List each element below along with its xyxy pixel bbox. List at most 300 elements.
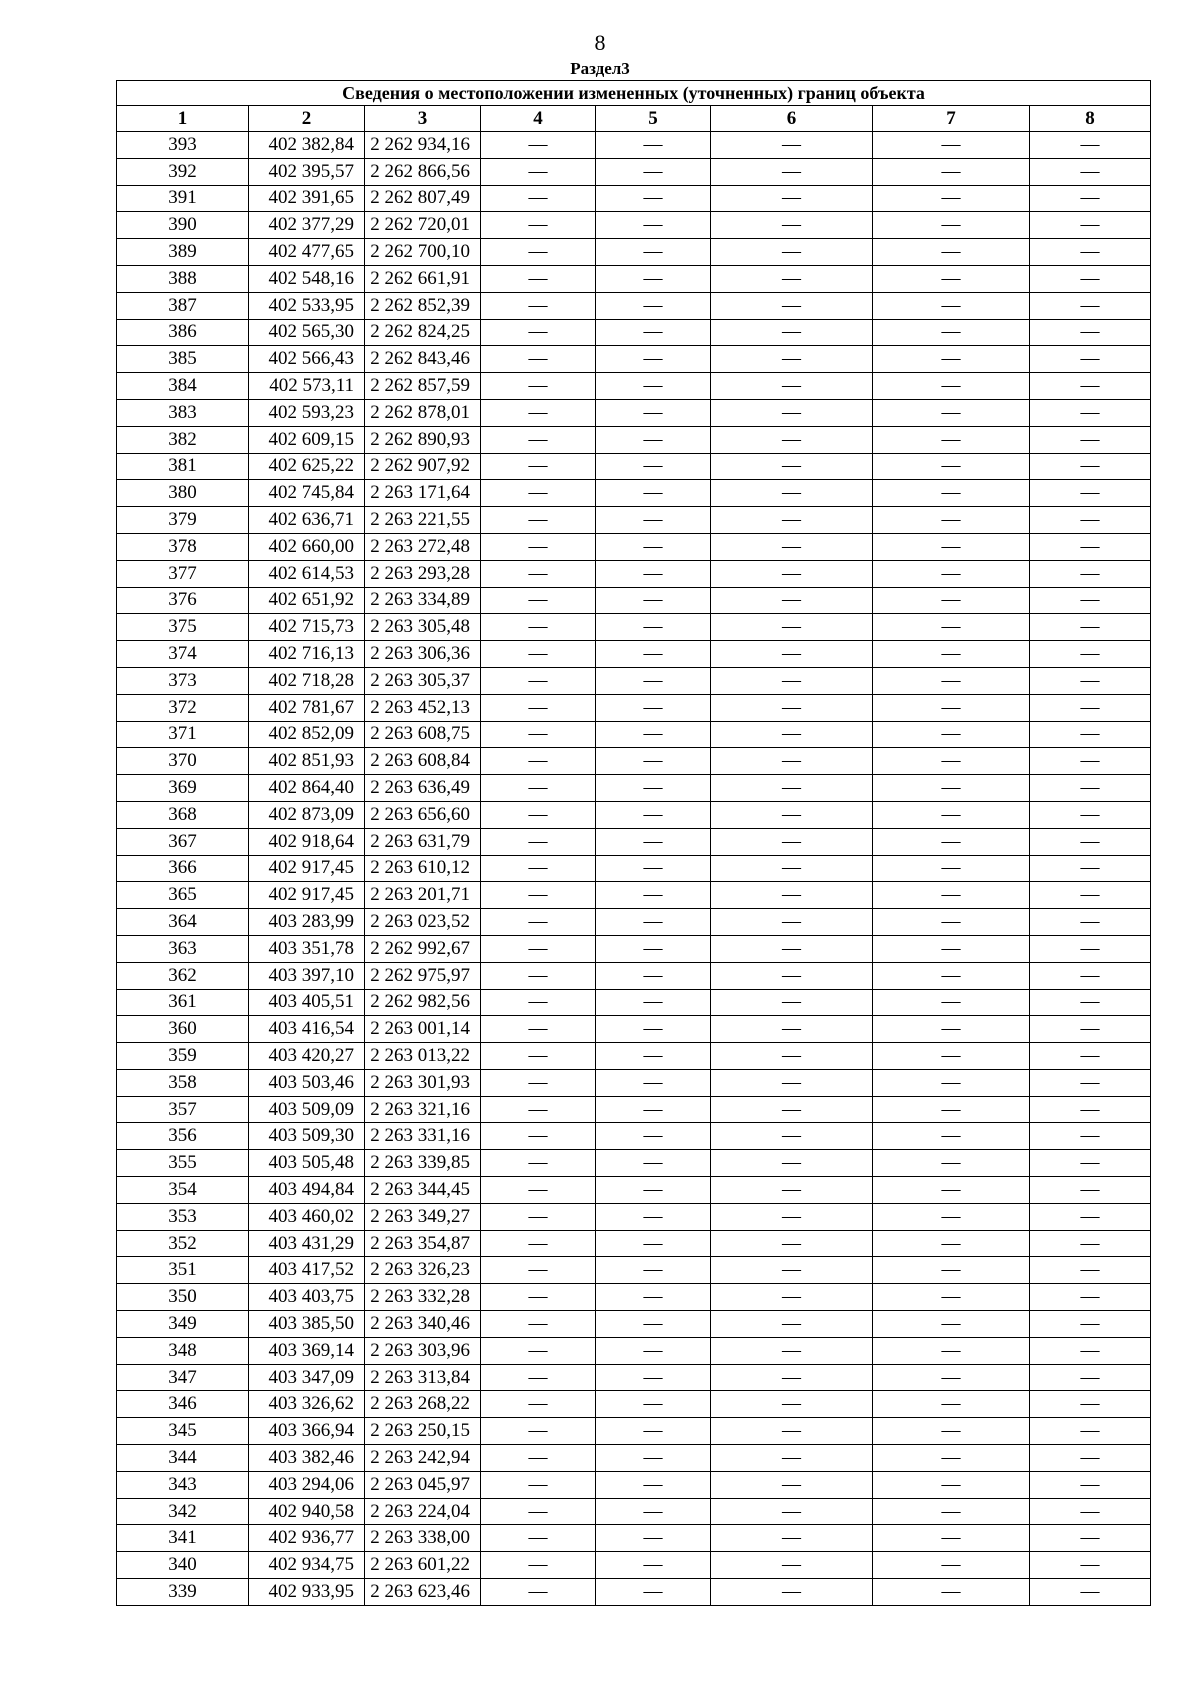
empty-cell: — [596, 775, 711, 802]
x-coordinate-cell: 402 377,29 [249, 212, 365, 239]
empty-cell: — [596, 694, 711, 721]
x-coordinate-cell: 403 403,75 [249, 1284, 365, 1311]
y-coordinate-cell: 2 263 354,87 [365, 1230, 481, 1257]
empty-cell: — [711, 667, 873, 694]
empty-cell: — [481, 1203, 596, 1230]
empty-cell: — [596, 989, 711, 1016]
table-row [117, 507, 1151, 534]
point-number-cell: 389 [117, 239, 249, 266]
point-number-cell: 363 [117, 935, 249, 962]
empty-cell: — [711, 801, 873, 828]
empty-cell: — [596, 855, 711, 882]
y-coordinate-cell: 2 262 700,10 [365, 239, 481, 266]
x-coordinate-cell: 403 294,06 [249, 1471, 365, 1498]
empty-cell: — [596, 265, 711, 292]
empty-cell: — [873, 1150, 1030, 1177]
empty-cell: — [1030, 1498, 1151, 1525]
empty-cell: — [596, 1337, 711, 1364]
table-row [117, 1043, 1151, 1070]
point-number-cell: 366 [117, 855, 249, 882]
table-row [117, 855, 1151, 882]
empty-cell: — [873, 158, 1030, 185]
empty-cell: — [873, 1498, 1030, 1525]
empty-cell: — [873, 1552, 1030, 1579]
empty-cell: — [711, 909, 873, 936]
y-coordinate-cell: 2 263 201,71 [365, 882, 481, 909]
table-row [117, 1311, 1151, 1338]
empty-cell: — [596, 1177, 711, 1204]
point-number-cell: 351 [117, 1257, 249, 1284]
page-number: 8 [594, 30, 606, 55]
x-coordinate-cell: 403 431,29 [249, 1230, 365, 1257]
empty-cell: — [596, 1364, 711, 1391]
point-number-cell: 361 [117, 989, 249, 1016]
x-coordinate-cell: 402 852,09 [249, 721, 365, 748]
x-coordinate-cell: 403 369,14 [249, 1337, 365, 1364]
empty-cell: — [481, 1311, 596, 1338]
empty-cell: — [873, 399, 1030, 426]
x-coordinate-cell: 403 351,78 [249, 935, 365, 962]
table-row [117, 533, 1151, 560]
empty-cell: — [711, 507, 873, 534]
x-coordinate-cell: 402 917,45 [249, 855, 365, 882]
y-coordinate-cell: 2 263 045,97 [365, 1471, 481, 1498]
x-coordinate-cell: 403 283,99 [249, 909, 365, 936]
empty-cell: — [873, 1043, 1030, 1070]
x-coordinate-cell: 403 460,02 [249, 1203, 365, 1230]
empty-cell: — [481, 1391, 596, 1418]
y-coordinate-cell: 2 263 313,84 [365, 1364, 481, 1391]
empty-cell: — [596, 1203, 711, 1230]
empty-cell: — [596, 828, 711, 855]
empty-cell: — [596, 1391, 711, 1418]
column-number: 7 [873, 106, 1030, 132]
empty-cell: — [481, 346, 596, 373]
x-coordinate-cell: 402 636,71 [249, 507, 365, 534]
point-number-cell: 358 [117, 1069, 249, 1096]
table-row [117, 1552, 1151, 1579]
empty-cell: — [481, 185, 596, 212]
empty-cell: — [1030, 319, 1151, 346]
empty-cell: — [596, 1257, 711, 1284]
point-number-cell: 356 [117, 1123, 249, 1150]
empty-cell: — [873, 533, 1030, 560]
point-number-cell: 342 [117, 1498, 249, 1525]
column-number: 6 [711, 106, 873, 132]
empty-cell: — [711, 319, 873, 346]
empty-cell: — [873, 587, 1030, 614]
x-coordinate-cell: 402 391,65 [249, 185, 365, 212]
table-row [117, 1150, 1151, 1177]
empty-cell: — [711, 1579, 873, 1606]
x-coordinate-cell: 402 395,57 [249, 158, 365, 185]
empty-cell: — [711, 346, 873, 373]
empty-cell: — [711, 721, 873, 748]
table-caption: Сведения о местоположении измененных (уточненных) границ объекта [117, 81, 1151, 106]
empty-cell: — [711, 935, 873, 962]
table-row [117, 1096, 1151, 1123]
empty-cell: — [1030, 1230, 1151, 1257]
empty-cell: — [481, 1284, 596, 1311]
x-coordinate-cell: 402 781,67 [249, 694, 365, 721]
point-number-cell: 349 [117, 1311, 249, 1338]
empty-cell: — [481, 587, 596, 614]
empty-cell: — [873, 801, 1030, 828]
empty-cell: — [711, 1284, 873, 1311]
empty-cell: — [481, 909, 596, 936]
y-coordinate-cell: 2 263 306,36 [365, 641, 481, 668]
empty-cell: — [596, 480, 711, 507]
y-coordinate-cell: 2 263 268,22 [365, 1391, 481, 1418]
empty-cell: — [711, 748, 873, 775]
empty-cell: — [1030, 962, 1151, 989]
point-number-cell: 345 [117, 1418, 249, 1445]
empty-cell: — [711, 882, 873, 909]
x-coordinate-cell: 403 420,27 [249, 1043, 365, 1070]
point-number-cell: 380 [117, 480, 249, 507]
empty-cell: — [711, 1337, 873, 1364]
empty-cell: — [873, 1257, 1030, 1284]
empty-cell: — [1030, 909, 1151, 936]
empty-cell: — [596, 1043, 711, 1070]
empty-cell: — [596, 399, 711, 426]
table-row [117, 453, 1151, 480]
empty-cell: — [481, 801, 596, 828]
y-coordinate-cell: 2 263 293,28 [365, 560, 481, 587]
x-coordinate-cell: 402 477,65 [249, 239, 365, 266]
empty-cell: — [873, 1364, 1030, 1391]
empty-cell: — [711, 212, 873, 239]
empty-cell: — [711, 1123, 873, 1150]
empty-cell: — [711, 239, 873, 266]
empty-cell: — [596, 1123, 711, 1150]
y-coordinate-cell: 2 262 852,39 [365, 292, 481, 319]
point-number-cell: 348 [117, 1337, 249, 1364]
empty-cell: — [711, 641, 873, 668]
point-number-cell: 375 [117, 614, 249, 641]
y-coordinate-cell: 2 263 340,46 [365, 1311, 481, 1338]
section-title: Раздел3 [570, 59, 630, 78]
empty-cell: — [481, 614, 596, 641]
empty-cell: — [873, 935, 1030, 962]
empty-cell: — [596, 614, 711, 641]
x-coordinate-cell: 402 864,40 [249, 775, 365, 802]
empty-cell: — [481, 1150, 596, 1177]
table-row [117, 265, 1151, 292]
x-coordinate-cell: 403 397,10 [249, 962, 365, 989]
y-coordinate-cell: 2 262 890,93 [365, 426, 481, 453]
table-row [117, 1230, 1151, 1257]
empty-cell: — [481, 319, 596, 346]
empty-cell: — [596, 132, 711, 159]
y-coordinate-cell: 2 262 992,67 [365, 935, 481, 962]
table-row [117, 158, 1151, 185]
empty-cell: — [1030, 453, 1151, 480]
empty-cell: — [596, 882, 711, 909]
empty-cell: — [1030, 694, 1151, 721]
point-number-cell: 376 [117, 587, 249, 614]
point-number-cell: 370 [117, 748, 249, 775]
empty-cell: — [481, 1096, 596, 1123]
point-number-cell: 372 [117, 694, 249, 721]
empty-cell: — [711, 1391, 873, 1418]
empty-cell: — [1030, 1203, 1151, 1230]
empty-cell: — [481, 694, 596, 721]
x-coordinate-cell: 402 917,45 [249, 882, 365, 909]
empty-cell: — [711, 855, 873, 882]
empty-cell: — [596, 346, 711, 373]
x-coordinate-cell: 402 936,77 [249, 1525, 365, 1552]
empty-cell: — [873, 1096, 1030, 1123]
empty-cell: — [1030, 721, 1151, 748]
y-coordinate-cell: 2 263 338,00 [365, 1525, 481, 1552]
table-row [117, 882, 1151, 909]
empty-cell: — [596, 1471, 711, 1498]
empty-cell: — [873, 882, 1030, 909]
point-number-cell: 374 [117, 641, 249, 668]
empty-cell: — [873, 775, 1030, 802]
table-row [117, 1203, 1151, 1230]
table-row [117, 828, 1151, 855]
empty-cell: — [1030, 1284, 1151, 1311]
x-coordinate-cell: 402 933,95 [249, 1579, 365, 1606]
empty-cell: — [873, 239, 1030, 266]
empty-cell: — [481, 212, 596, 239]
empty-cell: — [596, 935, 711, 962]
empty-cell: — [481, 560, 596, 587]
x-coordinate-cell: 402 614,53 [249, 560, 365, 587]
point-number-cell: 365 [117, 882, 249, 909]
empty-cell: — [873, 1203, 1030, 1230]
table-row [117, 748, 1151, 775]
empty-cell: — [873, 426, 1030, 453]
empty-cell: — [711, 1498, 873, 1525]
point-number-cell: 381 [117, 453, 249, 480]
empty-cell: — [711, 828, 873, 855]
empty-cell: — [873, 1177, 1030, 1204]
empty-cell: — [873, 1123, 1030, 1150]
x-coordinate-cell: 402 609,15 [249, 426, 365, 453]
empty-cell: — [1030, 1418, 1151, 1445]
point-number-cell: 367 [117, 828, 249, 855]
point-number-cell: 364 [117, 909, 249, 936]
empty-cell: — [1030, 533, 1151, 560]
empty-cell: — [481, 1364, 596, 1391]
table-row [117, 560, 1151, 587]
y-coordinate-cell: 2 263 608,75 [365, 721, 481, 748]
empty-cell: — [873, 909, 1030, 936]
empty-cell: — [596, 158, 711, 185]
empty-cell: — [873, 721, 1030, 748]
point-number-cell: 379 [117, 507, 249, 534]
x-coordinate-cell: 402 715,73 [249, 614, 365, 641]
x-coordinate-cell: 402 565,30 [249, 319, 365, 346]
table-row [117, 132, 1151, 159]
table-row [117, 1257, 1151, 1284]
empty-cell: — [481, 399, 596, 426]
empty-cell: — [596, 373, 711, 400]
empty-cell: — [1030, 1123, 1151, 1150]
point-number-cell: 371 [117, 721, 249, 748]
empty-cell: — [1030, 775, 1151, 802]
table-row [117, 426, 1151, 453]
empty-cell: — [596, 1498, 711, 1525]
x-coordinate-cell: 403 366,94 [249, 1418, 365, 1445]
x-coordinate-cell: 402 573,11 [249, 373, 365, 400]
empty-cell: — [1030, 1311, 1151, 1338]
point-number-cell: 357 [117, 1096, 249, 1123]
empty-cell: — [873, 560, 1030, 587]
empty-cell: — [873, 667, 1030, 694]
y-coordinate-cell: 2 262 878,01 [365, 399, 481, 426]
empty-cell: — [873, 1311, 1030, 1338]
empty-cell: — [711, 292, 873, 319]
empty-cell: — [1030, 855, 1151, 882]
empty-cell: — [596, 560, 711, 587]
empty-cell: — [1030, 507, 1151, 534]
empty-cell: — [711, 775, 873, 802]
empty-cell: — [481, 1016, 596, 1043]
column-number: 1 [117, 106, 249, 132]
empty-cell: — [873, 1579, 1030, 1606]
empty-cell: — [1030, 801, 1151, 828]
y-coordinate-cell: 2 262 982,56 [365, 989, 481, 1016]
empty-cell: — [711, 560, 873, 587]
point-number-cell: 346 [117, 1391, 249, 1418]
empty-cell: — [873, 373, 1030, 400]
empty-cell: — [873, 1069, 1030, 1096]
empty-cell: — [873, 1418, 1030, 1445]
empty-cell: — [711, 1418, 873, 1445]
empty-cell: — [596, 185, 711, 212]
point-number-cell: 340 [117, 1552, 249, 1579]
x-coordinate-cell: 402 382,84 [249, 132, 365, 159]
empty-cell: — [481, 132, 596, 159]
empty-cell: — [596, 292, 711, 319]
table-row [117, 909, 1151, 936]
empty-cell: — [873, 453, 1030, 480]
point-number-cell: 344 [117, 1445, 249, 1472]
empty-cell: — [481, 1579, 596, 1606]
empty-cell: — [481, 1552, 596, 1579]
point-number-cell: 341 [117, 1525, 249, 1552]
empty-cell: — [1030, 560, 1151, 587]
column-number: 3 [365, 106, 481, 132]
empty-cell: — [1030, 292, 1151, 319]
empty-cell: — [873, 828, 1030, 855]
empty-cell: — [873, 185, 1030, 212]
empty-cell: — [1030, 1525, 1151, 1552]
empty-cell: — [481, 882, 596, 909]
column-number: 4 [481, 106, 596, 132]
empty-cell: — [873, 319, 1030, 346]
point-number-cell: 355 [117, 1150, 249, 1177]
empty-cell: — [1030, 989, 1151, 1016]
point-number-cell: 385 [117, 346, 249, 373]
empty-cell: — [596, 1230, 711, 1257]
empty-cell: — [711, 1150, 873, 1177]
point-number-cell: 388 [117, 265, 249, 292]
empty-cell: — [481, 1471, 596, 1498]
table-row [117, 721, 1151, 748]
x-coordinate-cell: 402 593,23 [249, 399, 365, 426]
point-number-cell: 384 [117, 373, 249, 400]
empty-cell: — [596, 453, 711, 480]
point-number-cell: 392 [117, 158, 249, 185]
y-coordinate-cell: 2 262 857,59 [365, 373, 481, 400]
y-coordinate-cell: 2 263 301,93 [365, 1069, 481, 1096]
point-number-cell: 369 [117, 775, 249, 802]
empty-cell: — [481, 1418, 596, 1445]
empty-cell: — [711, 426, 873, 453]
empty-cell: — [873, 1284, 1030, 1311]
empty-cell: — [596, 1552, 711, 1579]
empty-cell: — [481, 667, 596, 694]
y-coordinate-cell: 2 263 610,12 [365, 855, 481, 882]
x-coordinate-cell: 402 851,93 [249, 748, 365, 775]
table-caption-row [117, 81, 1151, 106]
empty-cell: — [873, 1471, 1030, 1498]
y-coordinate-cell: 2 262 661,91 [365, 265, 481, 292]
y-coordinate-cell: 2 262 843,46 [365, 346, 481, 373]
y-coordinate-cell: 2 263 303,96 [365, 1337, 481, 1364]
y-coordinate-cell: 2 262 824,25 [365, 319, 481, 346]
empty-cell: — [596, 426, 711, 453]
table-row [117, 614, 1151, 641]
table-row [117, 775, 1151, 802]
point-number-cell: 359 [117, 1043, 249, 1070]
empty-cell: — [1030, 265, 1151, 292]
empty-cell: — [873, 989, 1030, 1016]
empty-cell: — [1030, 346, 1151, 373]
empty-cell: — [1030, 1471, 1151, 1498]
point-number-cell: 377 [117, 560, 249, 587]
x-coordinate-cell: 403 509,09 [249, 1096, 365, 1123]
empty-cell: — [711, 1177, 873, 1204]
empty-cell: — [873, 962, 1030, 989]
point-number-cell: 383 [117, 399, 249, 426]
empty-cell: — [1030, 1257, 1151, 1284]
boundary-coordinates-table [116, 80, 1151, 1606]
empty-cell: — [1030, 1337, 1151, 1364]
empty-cell: — [596, 1069, 711, 1096]
empty-cell: — [1030, 1043, 1151, 1070]
y-coordinate-cell: 2 262 934,16 [365, 132, 481, 159]
empty-cell: — [481, 641, 596, 668]
table-row [117, 292, 1151, 319]
empty-cell: — [481, 748, 596, 775]
empty-cell: — [481, 1498, 596, 1525]
point-number-cell: 352 [117, 1230, 249, 1257]
x-coordinate-cell: 402 873,09 [249, 801, 365, 828]
empty-cell: — [711, 1552, 873, 1579]
empty-cell: — [596, 1445, 711, 1472]
y-coordinate-cell: 2 263 334,89 [365, 587, 481, 614]
table-row [117, 1471, 1151, 1498]
empty-cell: — [873, 1016, 1030, 1043]
x-coordinate-cell: 402 625,22 [249, 453, 365, 480]
empty-cell: — [873, 641, 1030, 668]
empty-cell: — [596, 1418, 711, 1445]
empty-cell: — [711, 265, 873, 292]
empty-cell: — [1030, 587, 1151, 614]
x-coordinate-cell: 402 718,28 [249, 667, 365, 694]
empty-cell: — [596, 1579, 711, 1606]
x-coordinate-cell: 403 347,09 [249, 1364, 365, 1391]
empty-cell: — [481, 1337, 596, 1364]
y-coordinate-cell: 2 263 601,22 [365, 1552, 481, 1579]
empty-cell: — [481, 935, 596, 962]
